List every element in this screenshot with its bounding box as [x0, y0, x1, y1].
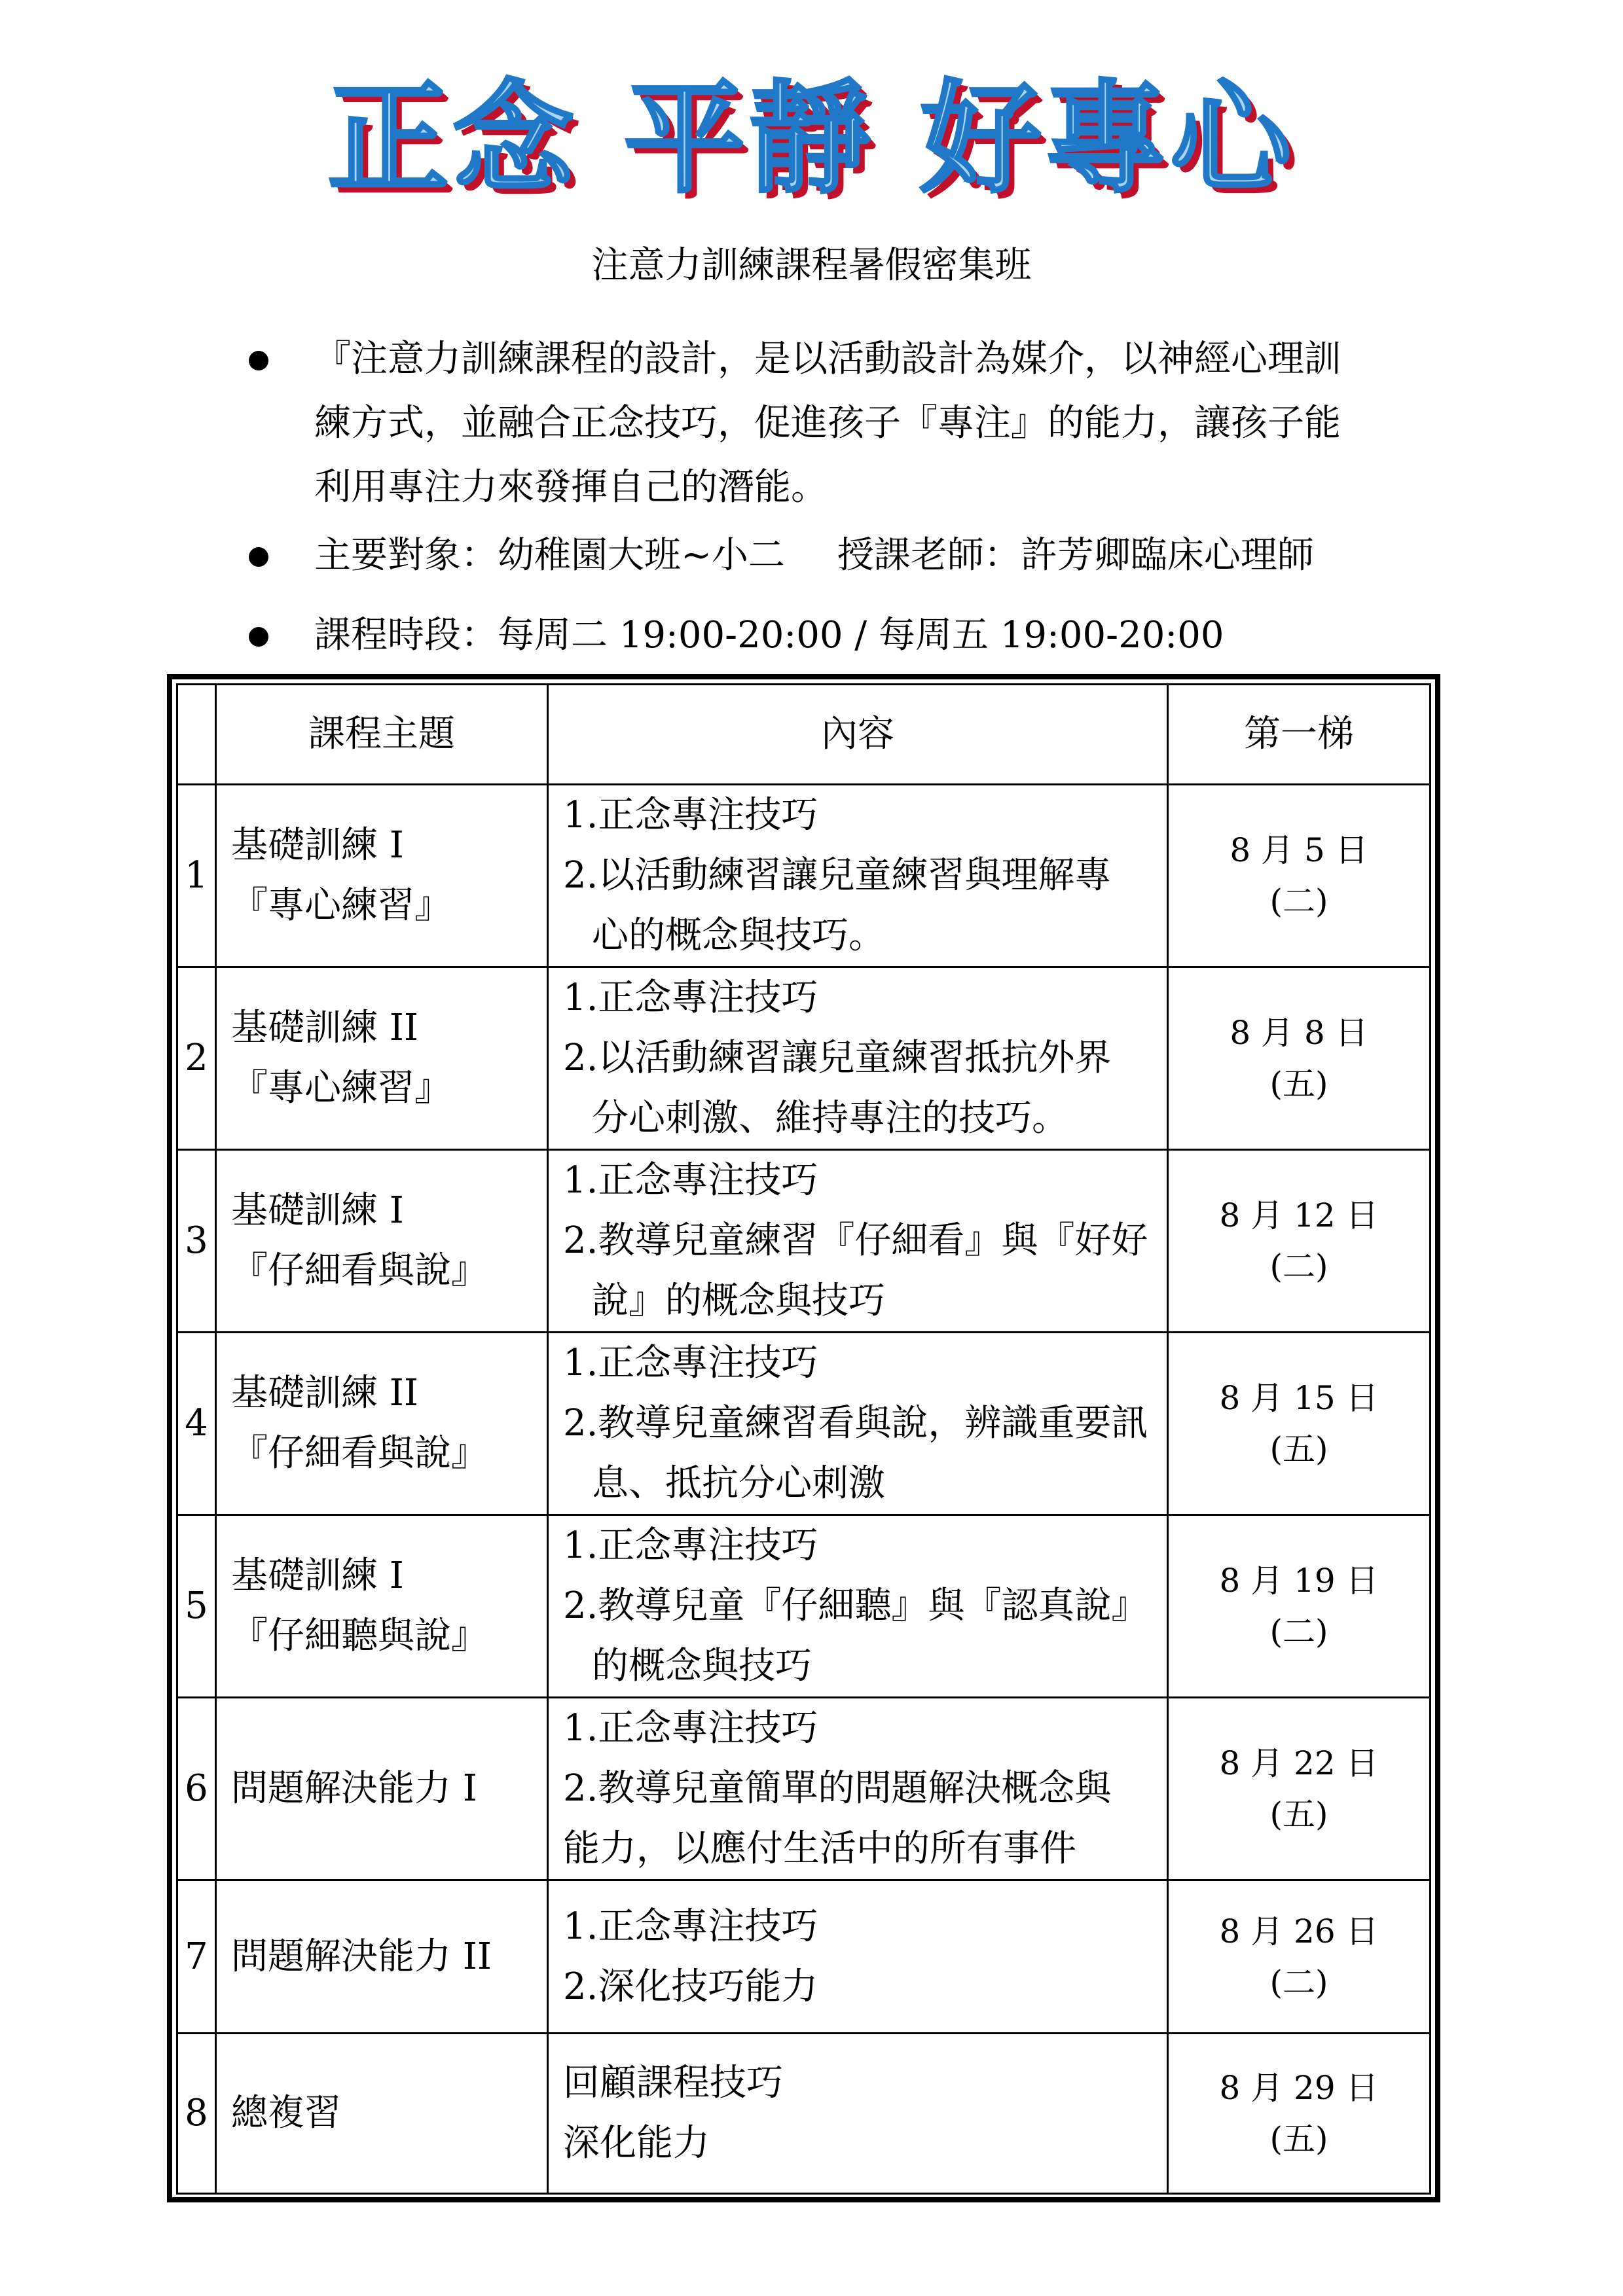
- row-content: 1.正念專注技巧 2.深化技巧能力: [548, 1880, 1168, 2034]
- bullet-target-teacher: [249, 524, 1401, 603]
- row-date: 8 月 22 日 (五): [1168, 1698, 1431, 1880]
- table-row: [177, 1880, 1431, 2034]
- intro-bullets: [249, 327, 1401, 668]
- page-subtitle: 注意力訓練課程暑假密集班: [591, 244, 1032, 287]
- bullet-schedule: [249, 603, 1401, 668]
- row-number: 4: [177, 1333, 216, 1515]
- table-row: [177, 967, 1431, 1150]
- row-date: 8 月 29 日 (五): [1168, 2034, 1431, 2194]
- description-line: 『注意力訓練課程的設計，是以活動設計為媒介，以神經心理訓: [314, 338, 1341, 380]
- bullet-dot-icon: [249, 351, 268, 370]
- bullet-dot-icon: [249, 627, 268, 647]
- header-content: 內容: [548, 685, 1168, 785]
- bullet-description: [249, 327, 1401, 524]
- row-topic: 問題解決能力 II: [216, 1880, 548, 2034]
- row-content: 1.正念專注技巧 2.以活動練習讓兒童練習與理解專 心的概念與技巧。: [548, 785, 1168, 967]
- row-topic: 基礎訓練 I 『仔細看與說』: [216, 1150, 548, 1333]
- header-topic: 課程主題: [216, 685, 548, 785]
- page-title: 正念 平靜 好專心: [327, 68, 1296, 209]
- row-number: 2: [177, 967, 216, 1150]
- row-date: 8 月 15 日 (五): [1168, 1333, 1431, 1515]
- teacher: 授課老師：許芳卿臨床心理師: [837, 534, 1314, 577]
- row-content: 1.正念專注技巧 2.教導兒童『仔細聽』與『認真說』 的概念與技巧: [548, 1515, 1168, 1698]
- row-number: 5: [177, 1515, 216, 1698]
- bullet-dot-icon: [249, 547, 268, 567]
- table-row: [177, 1150, 1431, 1333]
- table-row: [177, 1698, 1431, 1880]
- row-number: 3: [177, 1150, 216, 1333]
- row-number: 1: [177, 785, 216, 967]
- table-row: [177, 1333, 1431, 1515]
- row-date: 8 月 19 日 (二): [1168, 1515, 1431, 1698]
- header-date: 第一梯: [1168, 685, 1431, 785]
- description-line: 利用專注力來發揮自己的潛能。: [314, 466, 828, 509]
- row-topic: 基礎訓練 I 『專心練習』: [216, 785, 548, 967]
- row-date: 8 月 5 日 (二): [1168, 785, 1431, 967]
- schedule-text: 課程時段：每周二 19:00-20:00 / 每周五 19:00-20:00: [314, 614, 1224, 656]
- row-content: 回顧課程技巧 深化能力: [548, 2034, 1168, 2194]
- row-number: 7: [177, 1880, 216, 2034]
- table-row: [177, 1515, 1431, 1698]
- course-table: [176, 683, 1431, 2195]
- table-header-row: [177, 685, 1431, 785]
- row-topic: 總複習: [216, 2034, 548, 2194]
- table-row: [177, 2034, 1431, 2194]
- row-date: 8 月 12 日 (二): [1168, 1150, 1431, 1333]
- row-content: 1.正念專注技巧 2.教導兒童簡單的問題解決概念與 能力，以應付生活中的所有事件: [548, 1698, 1168, 1880]
- row-content: 1.正念專注技巧 2.以活動練習讓兒童練習抵抗外界 分心刺激、維持專注的技巧。: [548, 967, 1168, 1150]
- row-content: 1.正念專注技巧 2.教導兒童練習『仔細看』與『好好 說』的概念與技巧: [548, 1150, 1168, 1333]
- target-audience: 主要對象：幼稚園大班~小二: [314, 534, 785, 577]
- row-number: 6: [177, 1698, 216, 1880]
- description-line: 練方式，並融合正念技巧，促進孩子『專注』的能力，讓孩子能: [314, 402, 1341, 444]
- table-row: [177, 785, 1431, 967]
- row-date: 8 月 8 日 (五): [1168, 967, 1431, 1150]
- row-topic: 問題解決能力 I: [216, 1698, 548, 1880]
- header-number: [177, 685, 216, 785]
- row-topic: 基礎訓練 II 『專心練習』: [216, 967, 548, 1150]
- row-topic: 基礎訓練 II 『仔細看與說』: [216, 1333, 548, 1515]
- course-table-frame: [167, 674, 1440, 2202]
- row-topic: 基礎訓練 I 『仔細聽與說』: [216, 1515, 548, 1698]
- row-content: 1.正念專注技巧 2.教導兒童練習看與說，辨識重要訊 息、抵抗分心刺激: [548, 1333, 1168, 1515]
- row-date: 8 月 26 日 (二): [1168, 1880, 1431, 2034]
- row-number: 8: [177, 2034, 216, 2194]
